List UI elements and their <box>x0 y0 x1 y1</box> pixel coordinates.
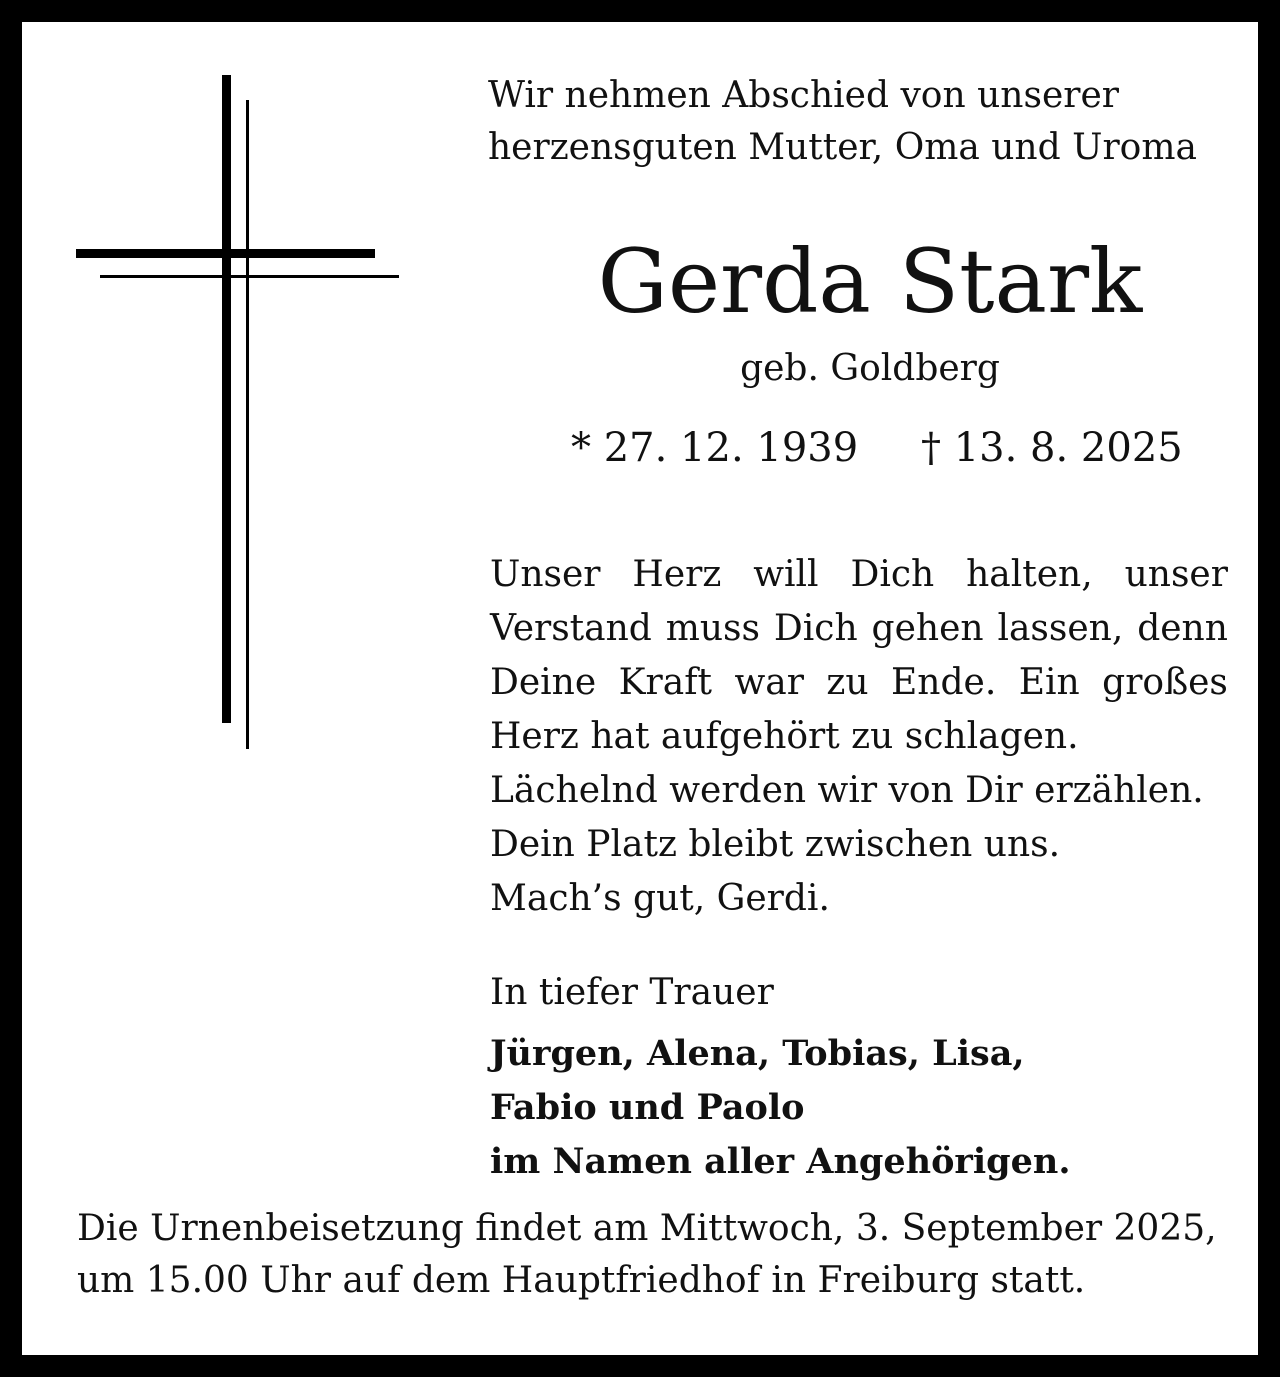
cross-horizontal-bar <box>76 249 375 258</box>
poem-word: Deine <box>490 662 597 703</box>
cross-icon <box>22 22 442 782</box>
poem-word: zu <box>826 662 869 703</box>
poem-word: Verstand <box>490 608 652 649</box>
poem-word: Dich <box>773 608 858 649</box>
poem-line <box>490 656 1228 710</box>
family-line: im Namen aller Angehörigen. <box>490 1141 1071 1182</box>
poem-word: denn <box>1137 608 1228 649</box>
poem-line: Dein Platz bleibt zwischen uns. <box>490 824 1061 865</box>
burial-line: um 15.00 Uhr auf dem Hauptfriedhof in Freiburg statt. <box>77 1260 1086 1301</box>
mourning-heading: In tiefer Trauer <box>490 972 774 1013</box>
intro-line: herzensguten Mutter, Oma und Uroma <box>488 127 1197 168</box>
poem-word: halten, <box>966 554 1093 595</box>
deceased-name: Gerda Stark <box>597 230 1143 333</box>
cross-vertical-bar <box>222 75 231 723</box>
cross-vertical-line <box>246 100 249 749</box>
burial-info <box>77 1203 1237 1307</box>
poem-word: war <box>734 662 804 703</box>
poem-word: will <box>753 554 819 595</box>
poem-line: Lächelnd werden wir von Dir erzählen. <box>490 770 1204 811</box>
poem-line <box>490 602 1228 656</box>
poem-word: Dich <box>850 554 935 595</box>
poem <box>490 548 1228 926</box>
poem-line: Herz hat aufgehört zu schlagen. <box>490 716 1079 757</box>
life-dates <box>488 420 1252 476</box>
burial-line: Die Urnenbeisetzung findet am Mittwoch, 3. September 2025, <box>77 1208 1217 1249</box>
death-date: † 13. 8. 2025 <box>921 425 1183 471</box>
poem-word: großes <box>1102 662 1228 703</box>
maiden-name: geb. Goldberg <box>740 348 1000 389</box>
poem-word: Ende. <box>891 662 997 703</box>
cross-horizontal-line <box>100 275 399 278</box>
intro-text <box>488 70 1228 174</box>
poem-word: gehen <box>871 608 984 649</box>
poem-line <box>490 548 1228 602</box>
family-line: Fabio und Paolo <box>490 1087 805 1128</box>
intro-line: Wir nehmen Abschied von unserer <box>488 75 1119 116</box>
poem-word: muss <box>665 608 761 649</box>
poem-word: Herz <box>632 554 722 595</box>
poem-word: Unser <box>490 554 601 595</box>
poem-word: Ein <box>1018 662 1080 703</box>
family-line: Jürgen, Alena, Tobias, Lisa, <box>490 1033 1025 1074</box>
poem-word: lassen, <box>997 608 1124 649</box>
poem-line: Mach’s gut, Gerdi. <box>490 878 830 919</box>
poem-word: unser <box>1124 554 1228 595</box>
birth-date: * 27. 12. 1939 <box>571 425 859 471</box>
poem-word: Kraft <box>618 662 712 703</box>
family-names <box>490 1027 1228 1189</box>
